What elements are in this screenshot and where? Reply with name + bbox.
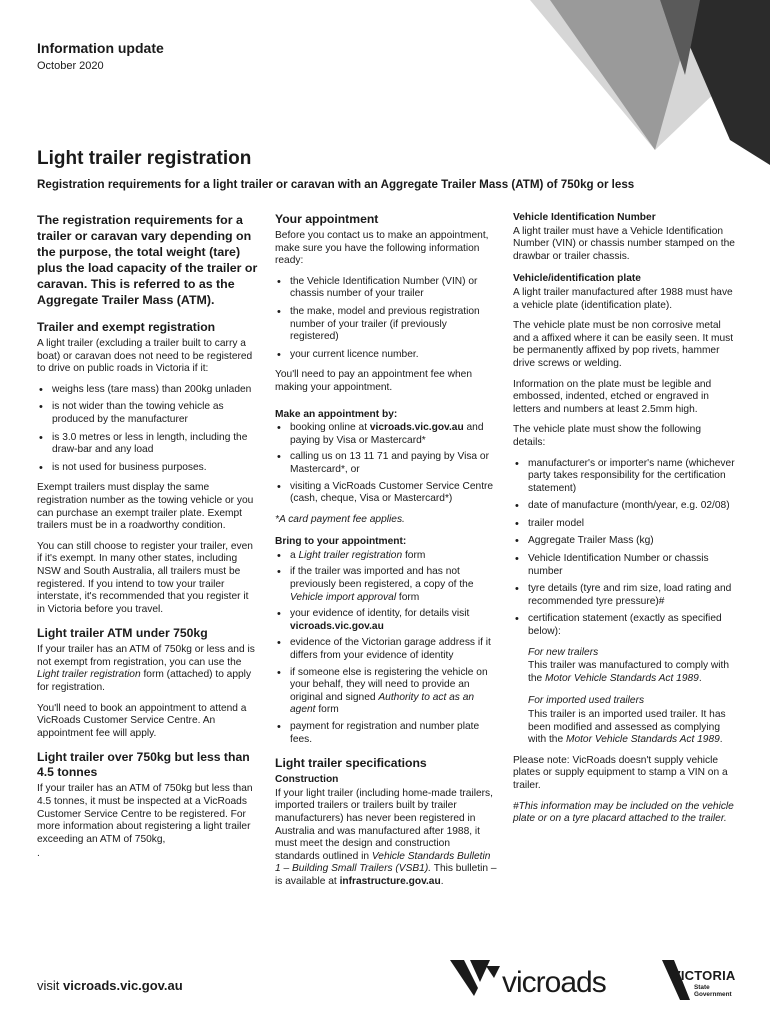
- under-750-text: If your trailer has an ATM of 750kg or less and is not exempt from registration, you can use the Light trailer registration form (attached) to apply for registration.: [37, 644, 255, 694]
- list-item: • is not wider than the towing vehicle as produced by the manufacturer: [37, 401, 259, 426]
- over-750-text: If your trailer has an ATM of 750kg but less than 4.5 tonnes, it must be inspected at a VicRoads Customer Service Centre to be registered. For more information about registering a light trailer exceeding an ATM of 750kg,: [37, 783, 253, 845]
- column-3: [513, 212, 735, 834]
- vicroads-wordmark: vicroads: [502, 966, 606, 999]
- list-item: • Aggregate Trailer Mass (kg): [513, 535, 735, 548]
- imported-trailers-statement: For imported used trailers This trailer is an imported used trailer. It has been modified and assessed as complying with the Motor Vehicle Standards Act 1989.: [528, 695, 726, 746]
- vicroads-link[interactable]: vicroads.vic.gov.au: [290, 620, 384, 632]
- list-item: • payment for registration and number plate fees.: [275, 721, 497, 746]
- list-item: • manufacturer's or importer's name (whichever party takes responsibility for the certification statement): [513, 458, 735, 496]
- section-heading-appointment: Your appointment: [275, 212, 379, 226]
- page-subtitle: Registration requirements for a light trailer or caravan with an Aggregate Trailer Mass (ATM) of 750kg or less: [37, 178, 635, 191]
- appointment-fee-text: You'll need to pay an appointment fee when making your appointment.: [275, 369, 472, 393]
- info-update-date: October 2020: [37, 60, 104, 72]
- plate-heading: Vehicle/identification plate: [513, 273, 641, 285]
- exempt-intro: A light trailer (excluding a trailer built to carry a boat) or caravan does not need to be registered to drive on public roads in Victoria if it:: [37, 338, 253, 375]
- list-item: • calling us on 13 11 71 and paying by Visa or Mastercard*, or: [275, 451, 497, 476]
- new-trailers-statement: For new trailers This trailer was manufactured to comply with the Motor Vehicle Standards Act 1989.: [528, 646, 729, 684]
- appointment-intro: Before you contact us to make an appointment, make sure you have the following information ready:: [275, 230, 489, 267]
- list-item: • is 3.0 metres or less in length, including the draw-bar and any load: [37, 432, 259, 457]
- list-item: • your evidence of identity, for details visit vicroads.vic.gov.au: [275, 608, 497, 633]
- footer-url-link[interactable]: vicroads.vic.gov.au: [63, 978, 183, 993]
- plate-text-1: A light trailer manufactured after 1988 must have a vehicle plate (identification plate).: [513, 286, 733, 311]
- list-item: • if the trailer was imported and has not previously been registered, a copy of the Vehicle import approval form: [275, 566, 497, 604]
- infrastructure-link[interactable]: infrastructure.gov.au: [339, 875, 441, 887]
- plate-text-2: The vehicle plate must be non corrosive metal and a affixed where it can be easily seen. It must be permanently affixed by pop rivets, hammer drive screws or welding.: [513, 320, 734, 369]
- exempt-list: [37, 384, 259, 475]
- section-heading-specifications: Light trailer specifications: [275, 756, 427, 771]
- vin-text: A light trailer must have a Vehicle Identification Number (VIN) or chassis number stamped on the drawbar or trailer chassis.: [513, 225, 735, 262]
- info-update-label: Information update: [37, 40, 164, 56]
- plate-details-list: [513, 458, 735, 639]
- new-trailers-heading: For new trailers: [528, 646, 599, 658]
- card-fee-note: *A card payment fee applies.: [275, 513, 405, 525]
- make-appointment-heading: Make an appointment by:: [275, 408, 398, 420]
- list-item: • your current licence number.: [275, 349, 497, 362]
- list-item: • Vehicle Identification Number or chassis number: [513, 553, 735, 578]
- section-heading-exempt: Trailer and exempt registration: [37, 320, 216, 334]
- list-item: • the make, model and previous registration number of your trailer (if previously registered): [275, 306, 497, 344]
- list-item: • trailer model: [513, 518, 735, 531]
- list-item: • booking online at vicroads.vic.gov.au and paying by Visa or Mastercard*: [275, 422, 497, 447]
- section-heading-under-750: Light trailer ATM under 750kg: [37, 626, 208, 641]
- header: [37, 40, 164, 72]
- make-appointment-list: [275, 422, 497, 506]
- stray-dot: .: [37, 848, 40, 860]
- list-item: • is not used for business purposes.: [37, 462, 259, 475]
- intro-lead: The registration requirements for a trailer or caravan vary depending on the purpose, the total weight (tare) plus the load capacity of the trailer or caravan. This is referred to as the Aggregate Trailer Mass (ATM).: [37, 213, 258, 307]
- list-item: • a Light trailer registration form: [275, 550, 497, 563]
- list-item: • if someone else is registering the vehicle on your behalf, they will need to provide an original and signed Authority to act as an agent form: [275, 667, 497, 717]
- list-item: • date of manufacture (month/year, e.g. 02/08): [513, 500, 735, 513]
- construction-heading: Construction: [275, 774, 339, 786]
- vicroads-logo: [450, 958, 606, 1003]
- list-item: • evidence of the Victorian garage address if it differs from your evidence of identity: [275, 637, 497, 662]
- column-1: [37, 212, 259, 869]
- vicroads-link[interactable]: vicroads.vic.gov.au: [369, 422, 464, 434]
- page-title: Light trailer registration: [37, 148, 252, 169]
- list-item: • tyre details (tyre and rim size, load rating and recommended tyre pressure)#: [513, 583, 735, 608]
- list-item: • visiting a VicRoads Customer Service Centre (cash, cheque, Visa or Mastercard*): [275, 481, 497, 506]
- column-2: [275, 212, 497, 897]
- section-heading-over-750: Light trailer over 750kg but less than 4.5 tonnes: [37, 750, 250, 780]
- exempt-plate-text: Exempt trailers must display the same registration number as the towing vehicle or you can purchase an exempt trailer plate. Exempt trailers must be in a roadworthy condition.: [37, 482, 254, 532]
- book-appointment-text: You'll need to book an appointment to attend a VicRoads Customer Service Centre. An appointment fee will apply.: [37, 702, 247, 739]
- header-decoration: [470, 0, 770, 170]
- register-choice-text: You can still choose to register your trailer, even if it's exempt. In many other states, including NSW and South Australia, all trailers must be registered. If you intend to tow your trailer interstate, it's recommended that you register it in Victoria before you travel.: [37, 540, 253, 615]
- state-government-text: State Government: [694, 984, 732, 998]
- vicroads-mark-icon: [450, 958, 510, 998]
- construction-text: If your light trailer (including home-made trailers, imported trailers or trailers built by trailer manufacturers) has never been registered in Australia and was manufactured after 1988, it must meet the design and construction standards outlined in Vehicle Standards Bulletin 1 – Building Small Trailers (VSB1). This bulletin – is available at infrastructure.gov.au.: [275, 787, 497, 887]
- footer-visit: visit vicroads.vic.gov.au: [37, 978, 183, 993]
- plate-text-3: Information on the plate must be legible and embossed, indented, etched or engraved in letters and numbers at least 2.5mm high.: [513, 378, 712, 415]
- imported-trailers-heading: For imported used trailers: [528, 695, 645, 707]
- list-item: • the Vehicle Identification Number (VIN) or chassis number of your trailer: [275, 276, 497, 301]
- vin-heading: Vehicle Identification Number: [513, 212, 656, 223]
- list-item: • certification statement (exactly as specified below):: [513, 613, 735, 638]
- bring-heading: Bring to your appointment:: [275, 536, 407, 548]
- victoria-state-government-logo: [662, 960, 736, 1007]
- bring-list: [275, 550, 497, 746]
- supply-note: Please note: VicRoads doesn't supply vehicle plates or supply equipment to stamp a VIN on a trailer.: [513, 754, 728, 791]
- victoria-wordmark: VICTORIA: [672, 968, 736, 983]
- appointment-list: [275, 276, 497, 362]
- list-item: • weighs less (tare mass) than 200kg unladen: [37, 384, 259, 397]
- plate-text-4: The vehicle plate must show the following details:: [513, 424, 702, 448]
- hash-note: #This information may be included on the vehicle plate or on a tyre placard attached to the trailer.: [513, 800, 734, 825]
